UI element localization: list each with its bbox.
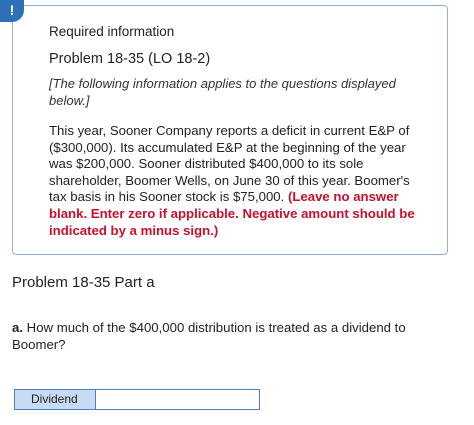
problem-description: [49, 123, 417, 239]
dividend-label: Dividend: [15, 390, 96, 409]
problem-title: Problem 18-35 (LO 18-2): [49, 51, 211, 67]
question-text: [12, 320, 452, 353]
problem-body: This year, Sooner Company reports a deficit in current E&P of ($300,000). Its accumulated E&P at the beginning of the year was $200,000. Sooner distributed $400,000 to its sole shareholder, Boomer Wells, on June 30 of this year. Boomer's tax basis in his Sooner stock is $75,000.: [49, 123, 410, 205]
part-title: Problem 18-35 Part a: [12, 274, 155, 291]
question-letter: a.: [12, 320, 23, 335]
question-body: How much of the $400,000 distribution is treated as a dividend to Boomer?: [12, 320, 406, 352]
answer-row: [14, 389, 260, 410]
alert-icon: !: [0, 0, 24, 22]
required-information-label: Required information: [49, 24, 175, 39]
applies-note: [The following information applies to the questions displayed below.]: [49, 76, 396, 108]
required-information-panel: [12, 5, 448, 255]
dividend-input[interactable]: [96, 390, 259, 409]
answer-warning: (Leave no answer blank. Enter zero if applicable. Negative amount should be indicated by a minus sign.): [49, 189, 415, 238]
